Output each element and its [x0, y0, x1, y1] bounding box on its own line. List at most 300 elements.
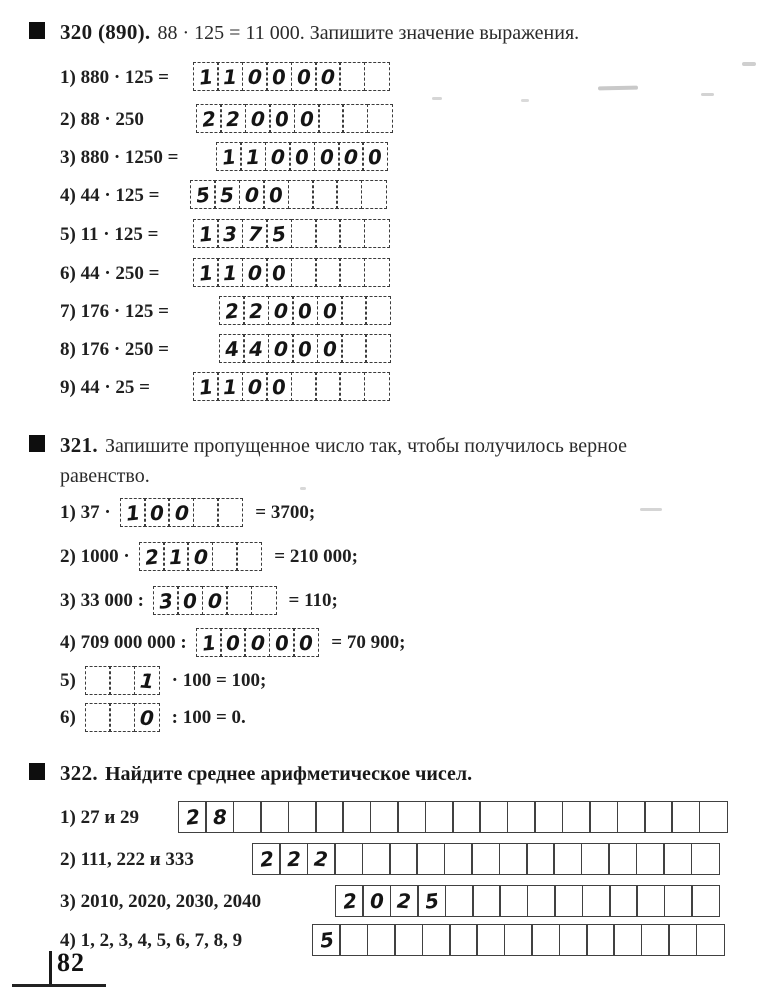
answer-boxes: [139, 542, 263, 571]
problem-row: [60, 702, 246, 733]
answer-cell[interactable]: [268, 334, 294, 363]
answer-cell[interactable]: [163, 542, 189, 571]
handwritten-digit: 0: [298, 630, 314, 655]
answer-boxes: [85, 666, 160, 695]
answer-cell[interactable]: [153, 586, 179, 615]
problem-prefix: 4) 709 000 000 :: [60, 632, 187, 653]
exercise-intro: Найдите среднее арифметическое чисел.: [104, 763, 473, 785]
handwritten-digit: 0: [343, 144, 359, 169]
handwritten-digit: 0: [296, 64, 311, 89]
answer-cell[interactable]: [367, 924, 396, 956]
answer-cell[interactable]: [361, 180, 387, 209]
answer-cell[interactable]: [339, 924, 368, 956]
answer-cell[interactable]: [636, 843, 665, 875]
handwritten-digit: 4: [249, 336, 264, 361]
answer-cell[interactable]: [292, 296, 318, 325]
problem-label: 1) 880 · 125 =: [60, 67, 169, 88]
answer-cell[interactable]: [499, 843, 528, 875]
answer-cell[interactable]: [315, 62, 341, 91]
problem-row: [0, 843, 767, 876]
handwritten-digit: 1: [246, 144, 261, 169]
answer-cell[interactable]: [444, 843, 473, 875]
answer-cell[interactable]: [193, 258, 219, 287]
answer-cell[interactable]: [217, 498, 243, 527]
answer-cell[interactable]: [217, 372, 243, 401]
exercise-number: 321.: [60, 433, 98, 457]
exercise-number: 322.: [60, 761, 98, 785]
handwritten-digit: 8: [212, 804, 228, 830]
handwritten-digit: 0: [271, 373, 288, 400]
answer-cell[interactable]: [214, 180, 240, 209]
handwritten-digit: 1: [197, 63, 215, 90]
handwritten-digit: 1: [220, 143, 238, 170]
problem-suffix: = 210 000;: [274, 546, 358, 567]
answer-cell[interactable]: [266, 258, 292, 287]
answer-cell[interactable]: [120, 498, 146, 527]
handwritten-digit: 0: [270, 144, 286, 169]
answer-cell[interactable]: [394, 924, 423, 956]
answer-cell[interactable]: [471, 843, 500, 875]
handwritten-digit: 5: [220, 182, 235, 207]
answer-cell[interactable]: [562, 801, 591, 833]
handwritten-digit: 0: [192, 544, 209, 569]
answer-cell[interactable]: [109, 666, 135, 695]
problem-row: [0, 296, 767, 327]
answer-cell[interactable]: [334, 843, 363, 875]
handwritten-digit: 2: [226, 106, 241, 131]
answer-cell[interactable]: [85, 703, 111, 732]
answer-cell[interactable]: [613, 924, 642, 956]
problem-row: [0, 258, 767, 289]
handwritten-digit: 0: [369, 888, 385, 914]
answer-boxes: [335, 885, 720, 917]
answer-cell[interactable]: [193, 498, 219, 527]
answer-cell[interactable]: [336, 180, 362, 209]
answer-cell[interactable]: [307, 843, 336, 875]
answer-cell[interactable]: [641, 924, 670, 956]
answer-cell[interactable]: [425, 801, 454, 833]
exercise-number: 320 (890).: [60, 20, 151, 44]
answer-cell[interactable]: [266, 372, 292, 401]
answer-cell[interactable]: [291, 372, 317, 401]
answer-cell[interactable]: [664, 885, 693, 917]
answer-cell[interactable]: [279, 843, 308, 875]
answer-cell[interactable]: [315, 219, 341, 248]
problem-row: [60, 497, 315, 528]
handwritten-digit: 1: [168, 544, 184, 569]
answer-cell[interactable]: [233, 801, 262, 833]
problem-prefix: 6): [60, 707, 76, 728]
answer-cell[interactable]: [217, 258, 243, 287]
answer-boxes: [153, 586, 277, 615]
answer-cell[interactable]: [315, 372, 341, 401]
handwritten-digit: 0: [247, 260, 263, 285]
answer-cell[interactable]: [239, 180, 265, 209]
answer-cell[interactable]: [526, 843, 555, 875]
answer-cell[interactable]: [499, 885, 528, 917]
answer-cell[interactable]: [139, 542, 165, 571]
handwritten-digit: 0: [249, 630, 266, 655]
answer-cell[interactable]: [671, 801, 700, 833]
answer-cell[interactable]: [252, 843, 281, 875]
section-bullet-icon: [29, 22, 45, 39]
problem-label: 3) 880 · 1250 =: [60, 147, 179, 168]
handwritten-digit: 0: [294, 143, 311, 170]
exercise-320-header: [60, 17, 760, 48]
problem-suffix: = 70 900;: [331, 632, 406, 653]
handwritten-digit: 1: [223, 64, 238, 89]
answer-cell[interactable]: [292, 334, 318, 363]
answer-cell[interactable]: [397, 801, 426, 833]
answer-cell[interactable]: [342, 801, 371, 833]
answer-cell[interactable]: [691, 843, 720, 875]
answer-cell[interactable]: [362, 142, 388, 171]
handwritten-digit: 2: [200, 105, 218, 132]
handwritten-digit: 2: [341, 888, 358, 914]
handwritten-digit: 0: [271, 63, 288, 90]
answer-cell[interactable]: [312, 924, 341, 956]
answer-cell[interactable]: [216, 142, 242, 171]
answer-cell[interactable]: [617, 801, 646, 833]
answer-cell[interactable]: [109, 703, 135, 732]
answer-cell[interactable]: [338, 142, 364, 171]
answer-cell[interactable]: [178, 801, 207, 833]
answer-cell[interactable]: [288, 801, 317, 833]
handwritten-digit: 2: [184, 804, 201, 830]
exercise-321-header: [60, 430, 710, 491]
answer-cell[interactable]: [335, 885, 364, 917]
answer-cell[interactable]: [318, 104, 344, 133]
answer-cell[interactable]: [268, 296, 294, 325]
handwritten-digit: 0: [274, 105, 291, 132]
answer-cell[interactable]: [219, 334, 245, 363]
answer-cell[interactable]: [390, 885, 419, 917]
handwritten-digit: 4: [223, 335, 241, 362]
problem-row: [0, 372, 767, 403]
answer-cell[interactable]: [193, 372, 219, 401]
answer-cell[interactable]: [243, 334, 269, 363]
answer-cell[interactable]: [554, 885, 583, 917]
answer-boxes: [193, 219, 390, 248]
problem-row: [0, 924, 767, 957]
handwritten-digit: 0: [247, 64, 263, 89]
handwritten-digit: 0: [268, 181, 285, 208]
scan-artifact: [701, 93, 714, 96]
handwritten-digit: 0: [182, 588, 198, 613]
handwritten-digit: 2: [223, 297, 241, 324]
answer-cell[interactable]: [187, 542, 213, 571]
answer-cell[interactable]: [389, 843, 418, 875]
answer-cell[interactable]: [212, 542, 238, 571]
section-bullet-icon: [29, 435, 45, 452]
problem-prefix: 1) 37 ·: [60, 502, 111, 523]
answer-cell[interactable]: [220, 628, 246, 657]
answer-cell[interactable]: [220, 104, 246, 133]
problem-label: 1) 27 и 29: [60, 807, 140, 828]
answer-cell[interactable]: [581, 843, 610, 875]
answer-cell[interactable]: [168, 498, 194, 527]
scan-artifact: [521, 99, 529, 102]
problem-row: [0, 180, 767, 211]
handwritten-digit: 5: [271, 220, 288, 247]
answer-cell[interactable]: [668, 924, 697, 956]
answer-boxes: [252, 843, 720, 875]
answer-cell[interactable]: [193, 62, 219, 91]
answer-cell[interactable]: [527, 885, 556, 917]
problem-label: 3) 2010, 2020, 2030, 2040: [60, 891, 262, 912]
handwritten-digit: 1: [197, 220, 215, 247]
answer-cell[interactable]: [339, 258, 365, 287]
answer-cell[interactable]: [691, 885, 720, 917]
answer-cell[interactable]: [663, 843, 692, 875]
answer-cell[interactable]: [589, 801, 618, 833]
problem-row: [0, 334, 767, 365]
problem-row: [60, 541, 358, 572]
answer-cell[interactable]: [312, 180, 338, 209]
answer-cell[interactable]: [196, 104, 222, 133]
handwritten-digit: 3: [223, 221, 238, 246]
handwritten-digit: 0: [273, 336, 289, 361]
problem-label: 8) 176 · 250 =: [60, 339, 169, 360]
scan-artifact: [432, 97, 442, 100]
answer-cell[interactable]: [236, 542, 262, 571]
answer-cell[interactable]: [242, 219, 268, 248]
answer-cell[interactable]: [291, 219, 317, 248]
problem-label: 2) 111, 222 и 333: [60, 849, 194, 870]
answer-cell[interactable]: [417, 885, 446, 917]
answer-cell[interactable]: [217, 219, 243, 248]
handwritten-digit: 2: [249, 298, 264, 323]
answer-cell[interactable]: [289, 142, 315, 171]
answer-cell[interactable]: [245, 104, 271, 133]
problem-row: [0, 62, 767, 93]
answer-cell[interactable]: [472, 885, 501, 917]
answer-cell[interactable]: [242, 372, 268, 401]
answer-cell[interactable]: [364, 258, 390, 287]
answer-boxes: [193, 62, 390, 91]
answer-cell[interactable]: [696, 924, 725, 956]
handwritten-digit: 0: [320, 64, 336, 89]
answer-cell[interactable]: [534, 801, 563, 833]
answer-cell[interactable]: [265, 142, 291, 171]
problem-label: 9) 44 · 25 =: [60, 377, 150, 398]
answer-cell[interactable]: [364, 219, 390, 248]
answer-cell[interactable]: [699, 801, 728, 833]
page-number-rule: [12, 984, 106, 987]
answer-cell[interactable]: [582, 885, 611, 917]
answer-cell[interactable]: [134, 666, 160, 695]
answer-cell[interactable]: [317, 296, 343, 325]
answer-cell[interactable]: [315, 258, 341, 287]
answer-cell[interactable]: [339, 372, 365, 401]
answer-cell[interactable]: [242, 258, 268, 287]
answer-boxes: [216, 142, 388, 171]
answer-cell[interactable]: [202, 586, 228, 615]
problem-suffix: · 100 = 100;: [171, 670, 267, 691]
answer-cell[interactable]: [217, 62, 243, 91]
handwritten-digit: 0: [244, 182, 260, 207]
answer-cell[interactable]: [266, 62, 292, 91]
problem-label: 5) 11 · 125 =: [60, 224, 159, 245]
answer-boxes: [190, 180, 387, 209]
handwritten-digit: 1: [197, 259, 215, 286]
answer-cell[interactable]: [586, 924, 615, 956]
answer-cell[interactable]: [553, 843, 582, 875]
answer-cell[interactable]: [636, 885, 665, 917]
handwritten-digit: 2: [313, 846, 330, 872]
handwritten-digit: 0: [225, 630, 241, 655]
handwritten-digit: 0: [271, 259, 288, 286]
answer-cell[interactable]: [291, 62, 317, 91]
exercise-322-header: [60, 758, 760, 789]
answer-cell[interactable]: [288, 180, 314, 209]
handwritten-digit: 0: [273, 298, 289, 323]
answer-cell[interactable]: [367, 104, 393, 133]
problem-label: 7) 176 · 125 =: [60, 301, 169, 322]
answer-boxes: [85, 703, 160, 732]
answer-cell[interactable]: [263, 180, 289, 209]
problem-prefix: 3) 33 000 :: [60, 590, 144, 611]
answer-cell[interactable]: [266, 219, 292, 248]
handwritten-digit: 1: [223, 374, 238, 399]
problem-suffix: : 100 = 0.: [171, 707, 246, 728]
answer-cell[interactable]: [504, 924, 533, 956]
answer-cell[interactable]: [449, 924, 478, 956]
answer-cell[interactable]: [362, 885, 391, 917]
answer-cell[interactable]: [243, 296, 269, 325]
problem-suffix: = 3700;: [255, 502, 316, 523]
handwritten-digit: 0: [297, 335, 314, 362]
answer-cell[interactable]: [365, 334, 391, 363]
answer-boxes: [196, 104, 393, 133]
problem-row: [0, 219, 767, 250]
answer-cell[interactable]: [242, 62, 268, 91]
handwritten-digit: 0: [322, 298, 337, 323]
handwritten-digit: 0: [250, 106, 266, 131]
answer-cell[interactable]: [507, 801, 536, 833]
handwritten-digit: 2: [143, 543, 160, 570]
handwritten-digit: 0: [173, 500, 190, 525]
answer-cell[interactable]: [365, 296, 391, 325]
answer-cell[interactable]: [134, 703, 160, 732]
answer-cell[interactable]: [362, 843, 391, 875]
handwritten-digit: 0: [299, 106, 314, 131]
handwritten-digit: 0: [367, 143, 384, 170]
problem-row: [0, 801, 767, 834]
problem-suffix: = 110;: [288, 590, 338, 611]
answer-cell[interactable]: [196, 628, 222, 657]
answer-cell[interactable]: [315, 801, 344, 833]
answer-cell[interactable]: [294, 104, 320, 133]
problem-row: [60, 627, 405, 658]
answer-boxes: [312, 924, 725, 956]
answer-cell[interactable]: [177, 586, 203, 615]
handwritten-digit: 0: [247, 374, 263, 399]
answer-cell[interactable]: [240, 142, 266, 171]
handwritten-digit: 0: [273, 629, 291, 656]
answer-cell[interactable]: [339, 62, 365, 91]
answer-cell[interactable]: [452, 801, 481, 833]
answer-cell[interactable]: [341, 296, 367, 325]
answer-cell[interactable]: [559, 924, 588, 956]
section-bullet-icon: [29, 763, 45, 780]
answer-cell[interactable]: [364, 372, 390, 401]
handwritten-digit: 5: [423, 888, 440, 914]
handwritten-digit: 0: [319, 144, 334, 169]
handwritten-digit: 2: [258, 846, 275, 872]
answer-cell[interactable]: [244, 628, 270, 657]
answer-cell[interactable]: [608, 843, 637, 875]
answer-cell[interactable]: [205, 801, 234, 833]
answer-boxes: [193, 258, 390, 287]
handwritten-digit: 5: [318, 927, 335, 953]
answer-cell[interactable]: [226, 586, 252, 615]
answer-cell[interactable]: [293, 628, 319, 657]
problem-prefix: 2) 1000 ·: [60, 546, 130, 567]
problem-row: [60, 665, 266, 696]
answer-cell[interactable]: [193, 219, 219, 248]
answer-cell[interactable]: [342, 104, 368, 133]
answer-boxes: [193, 372, 390, 401]
answer-cell[interactable]: [364, 62, 390, 91]
answer-boxes: [219, 334, 391, 363]
handwritten-digit: 0: [138, 705, 155, 730]
answer-cell[interactable]: [644, 801, 673, 833]
problem-label: 6) 44 · 250 =: [60, 263, 160, 284]
answer-cell[interactable]: [291, 258, 317, 287]
answer-cell[interactable]: [531, 924, 560, 956]
answer-cell[interactable]: [609, 885, 638, 917]
scan-artifact: [640, 508, 662, 511]
problem-row: [0, 104, 767, 135]
answer-cell[interactable]: [219, 296, 245, 325]
answer-cell[interactable]: [479, 801, 508, 833]
handwritten-digit: 0: [297, 297, 314, 324]
answer-cell[interactable]: [85, 666, 111, 695]
answer-cell[interactable]: [251, 586, 277, 615]
page-number-bar: [49, 951, 52, 985]
problem-prefix: 5): [60, 670, 76, 691]
answer-cell[interactable]: [476, 924, 505, 956]
answer-cell[interactable]: [260, 801, 289, 833]
answer-cell[interactable]: [190, 180, 216, 209]
problem-row: [0, 142, 767, 173]
handwritten-digit: 1: [200, 629, 217, 656]
problem-label: 4) 44 · 125 =: [60, 185, 160, 206]
answer-cell[interactable]: [314, 142, 340, 171]
answer-cell[interactable]: [269, 104, 295, 133]
handwritten-digit: 2: [286, 846, 302, 872]
problem-label: 2) 88 · 250: [60, 109, 144, 130]
answer-cell[interactable]: [317, 334, 343, 363]
answer-cell[interactable]: [422, 924, 451, 956]
handwritten-digit: 0: [149, 500, 165, 525]
problem-row: [60, 585, 338, 616]
answer-cell[interactable]: [445, 885, 474, 917]
answer-boxes: [219, 296, 391, 325]
answer-cell[interactable]: [341, 334, 367, 363]
answer-boxes: [120, 498, 244, 527]
answer-cell[interactable]: [144, 498, 170, 527]
answer-cell[interactable]: [416, 843, 445, 875]
problem-label: 4) 1, 2, 3, 4, 5, 6, 7, 8, 9: [60, 930, 243, 951]
page-number: 82: [57, 948, 85, 977]
answer-cell[interactable]: [269, 628, 295, 657]
handwritten-digit: 2: [396, 888, 413, 914]
answer-cell[interactable]: [370, 801, 399, 833]
answer-cell[interactable]: [339, 219, 365, 248]
handwritten-digit: 3: [157, 587, 175, 614]
